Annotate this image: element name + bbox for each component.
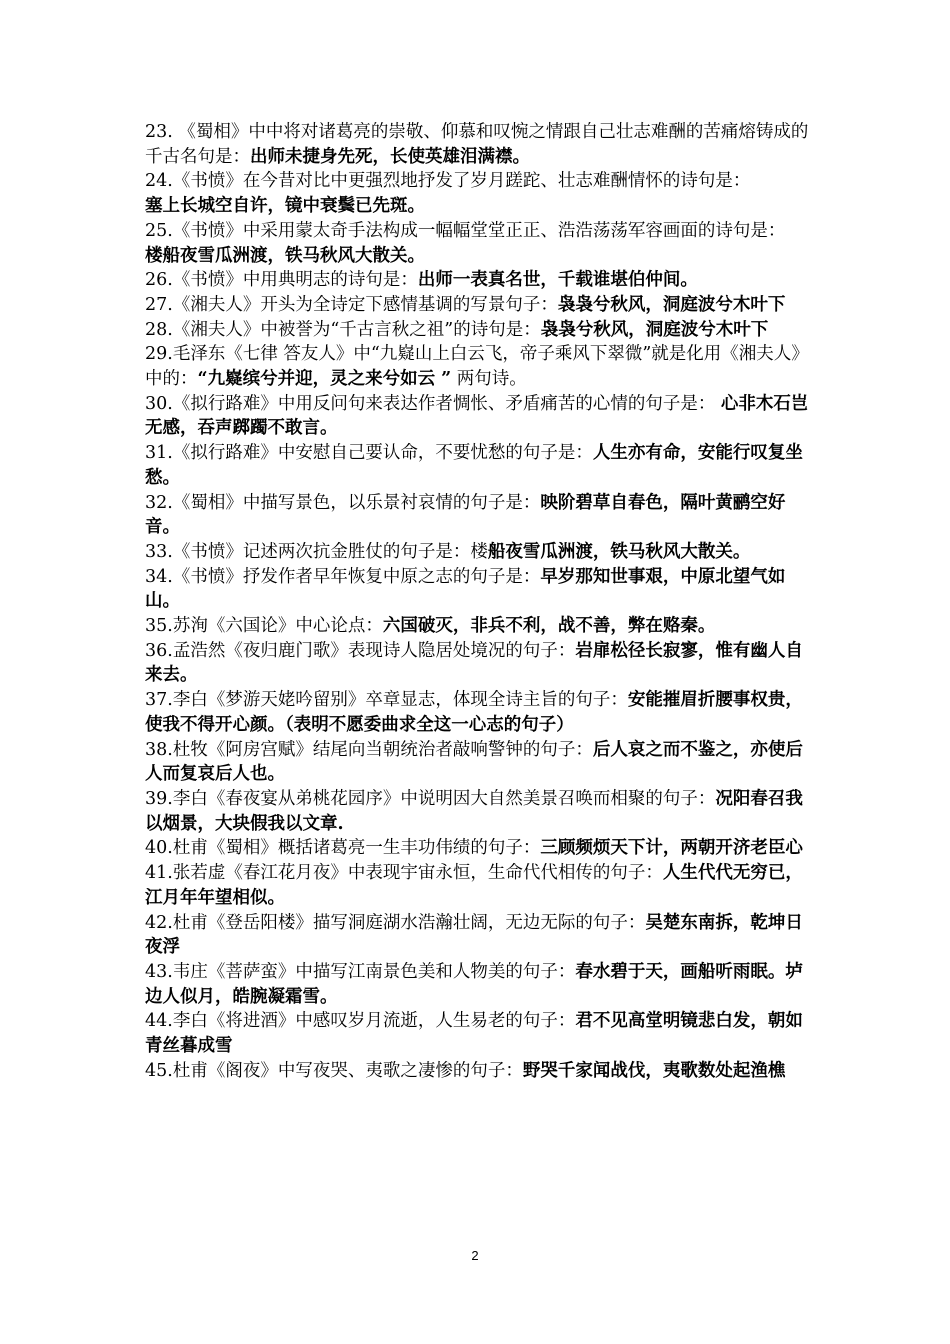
question-text: 40.杜甫《蜀相》概括诸葛亮一生丰功伟绩的句子： <box>145 838 541 859</box>
answer-text: 船夜雪瓜洲渡，铁马秋风大散关。 <box>487 541 751 562</box>
answer-text: 楼船夜雪瓜洲渡，铁马秋风大散关。 <box>145 245 425 266</box>
list-item <box>145 738 810 787</box>
answer-text: 君不见高堂明镜悲白发，朝如青丝暮成雪 <box>145 1011 803 1057</box>
list-item <box>145 342 810 391</box>
question-text: 36.孟浩然《夜归鹿门歌》表现诗人隐居处境况的句子： <box>145 640 576 661</box>
document-body <box>145 120 810 1083</box>
question-text: 37.李白《梦游天姥吟留别》卒章显志，体现全诗主旨的句子： <box>145 690 628 711</box>
answer-text: 野哭千家闻战伐，夷歌数处起渔樵 <box>522 1060 786 1081</box>
answer-text: 六国破灭，非兵不利，战不善，弊在赂秦。 <box>382 616 716 637</box>
question-text: 38.杜牧《阿房宫赋》结尾向当朝统治者敲响警钟的句子： <box>145 739 593 760</box>
answer-text: 塞上长城空自许，镜中衰鬓已先斑。 <box>145 196 425 217</box>
answer-text: “九嶷缤兮并迎，灵之来兮如云 ” <box>197 369 452 390</box>
question-text: 24.《书愤》在今昔对比中更强烈地抒发了岁月蹉跎、壮志难酬情怀的诗句是： <box>145 171 751 192</box>
page-number: 2 <box>471 1248 479 1263</box>
list-item <box>145 392 810 441</box>
answer-text: 早岁那知世事艰，中原北望气如山。 <box>145 566 786 612</box>
list-item <box>145 1059 810 1084</box>
list-item <box>145 540 810 565</box>
question-text: 26.《书愤》中用典明志的诗句是： <box>145 270 418 291</box>
list-item <box>145 639 810 688</box>
answer-text: 映阶碧草自春色，隔叶黄鹂空好音。 <box>145 492 786 538</box>
answer-text: 后人哀之而不鉴之，亦使后人而复哀后人也。 <box>145 739 803 785</box>
question-text: 29.毛泽东《七律 答友人》中“九嶷山上白云飞，帝子乘风下翠微”就是化用《湘夫人》中的： <box>145 344 809 390</box>
list-item <box>145 169 810 218</box>
answer-text: 人生亦有命，安能行叹复坐愁。 <box>145 443 803 488</box>
list-item <box>145 787 810 836</box>
list-item <box>145 441 810 490</box>
question-text: 33.《书愤》记述两次抗金胜仗的句子是：楼 <box>145 541 488 562</box>
list-item <box>145 120 810 169</box>
answer-text: 心非木石岂无感，吞声踯躅不敢言。 <box>145 393 809 439</box>
answer-text: 袅袅兮秋风，洞庭波兮木叶下 <box>557 294 786 315</box>
question-text: 23. 《蜀相》中中将对诸葛亮的崇敬、仰慕和叹惋之情跟自己壮志难酬的苦痛熔铸成的千古名句是： <box>145 122 809 167</box>
list-item <box>145 293 810 318</box>
list-item <box>145 268 810 293</box>
answer-text: 三顾频烦天下计，两朝开济老臣心 <box>540 838 803 859</box>
question-text: 25.《书愤》中采用蒙太奇手法构成一幅幅堂堂正正、浩浩荡荡军容画面的诗句是： <box>145 220 786 241</box>
list-item <box>145 565 810 614</box>
question-tail-text: 两句诗。 <box>451 369 527 390</box>
question-text: 39.李白《春夜宴从弟桃花园序》中说明因大自然美景召唤而相聚的句子： <box>145 788 716 809</box>
answer-text: 出师未捷身先死，长使英雄泪满襟。 <box>250 146 530 167</box>
question-text: 28.《湘夫人》中被誉为“千古言秋之祖”的诗句是： <box>145 319 541 340</box>
list-item <box>145 491 810 540</box>
answer-text: 况阳春召我以烟景，大块假我以文章. <box>145 788 803 834</box>
list-item <box>145 960 810 1009</box>
list-item <box>145 318 810 343</box>
list-item <box>145 614 810 639</box>
list-item <box>145 911 810 960</box>
answer-text: 春水碧于天，画船听雨眠。垆边人似月，皓腕凝霜雪。 <box>145 961 803 1007</box>
answer-text: 袅袅兮秋风，洞庭波兮木叶下 <box>540 319 769 340</box>
answer-text: 人生代代无穷已，江月年年望相似。 <box>145 863 803 908</box>
question-text: 41.张若虚《春江花月夜》中表现宇宙永恒，生命代代相传的句子： <box>145 863 663 884</box>
list-item <box>145 219 810 268</box>
question-text: 30.《拟行路难》中用反问句来表达作者惆怅、矛盾痛苦的心情的句子是： <box>145 393 721 414</box>
question-text: 32.《蜀相》中描写景色，以乐景衬哀情的句子是： <box>145 492 541 513</box>
answer-text: 安能摧眉折腰事权贵，使我不得开心颜。（表明不愿委曲求全这一心志的句子） <box>145 690 803 735</box>
question-text: 34.《书愤》抒发作者早年恢复中原之志的句子是： <box>145 566 541 587</box>
question-text: 35.苏洵《六国论》中心论点： <box>145 616 383 637</box>
list-item <box>145 688 810 737</box>
list-item <box>145 836 810 861</box>
question-text: 42.杜甫《登岳阳楼》描写洞庭湖水浩瀚壮阔，无边无际的句子： <box>145 912 646 933</box>
answer-text: 吴楚东南拆，乾坤日夜浮 <box>145 912 803 958</box>
question-text: 45.杜甫《阁夜》中写夜哭、夷歌之凄惨的句子： <box>145 1060 523 1081</box>
list-item <box>145 1009 810 1058</box>
answer-text: 出师一表真名世，千载谁堪伯仲间。 <box>417 270 698 291</box>
question-text: 44.李白《将进酒》中感叹岁月流逝，人生易老的句子： <box>145 1011 576 1032</box>
answer-text: 岩扉松径长寂寥，惟有幽人自来去。 <box>145 640 803 686</box>
list-item <box>145 861 810 910</box>
question-text: 43.韦庄《菩萨蛮》中描写江南景色美和人物美的句子： <box>145 961 576 982</box>
question-text: 27.《湘夫人》开头为全诗定下感情基调的写景句子： <box>145 294 558 315</box>
question-text: 31.《拟行路难》中安慰自己要认命，不要忧愁的句子是： <box>145 443 593 464</box>
